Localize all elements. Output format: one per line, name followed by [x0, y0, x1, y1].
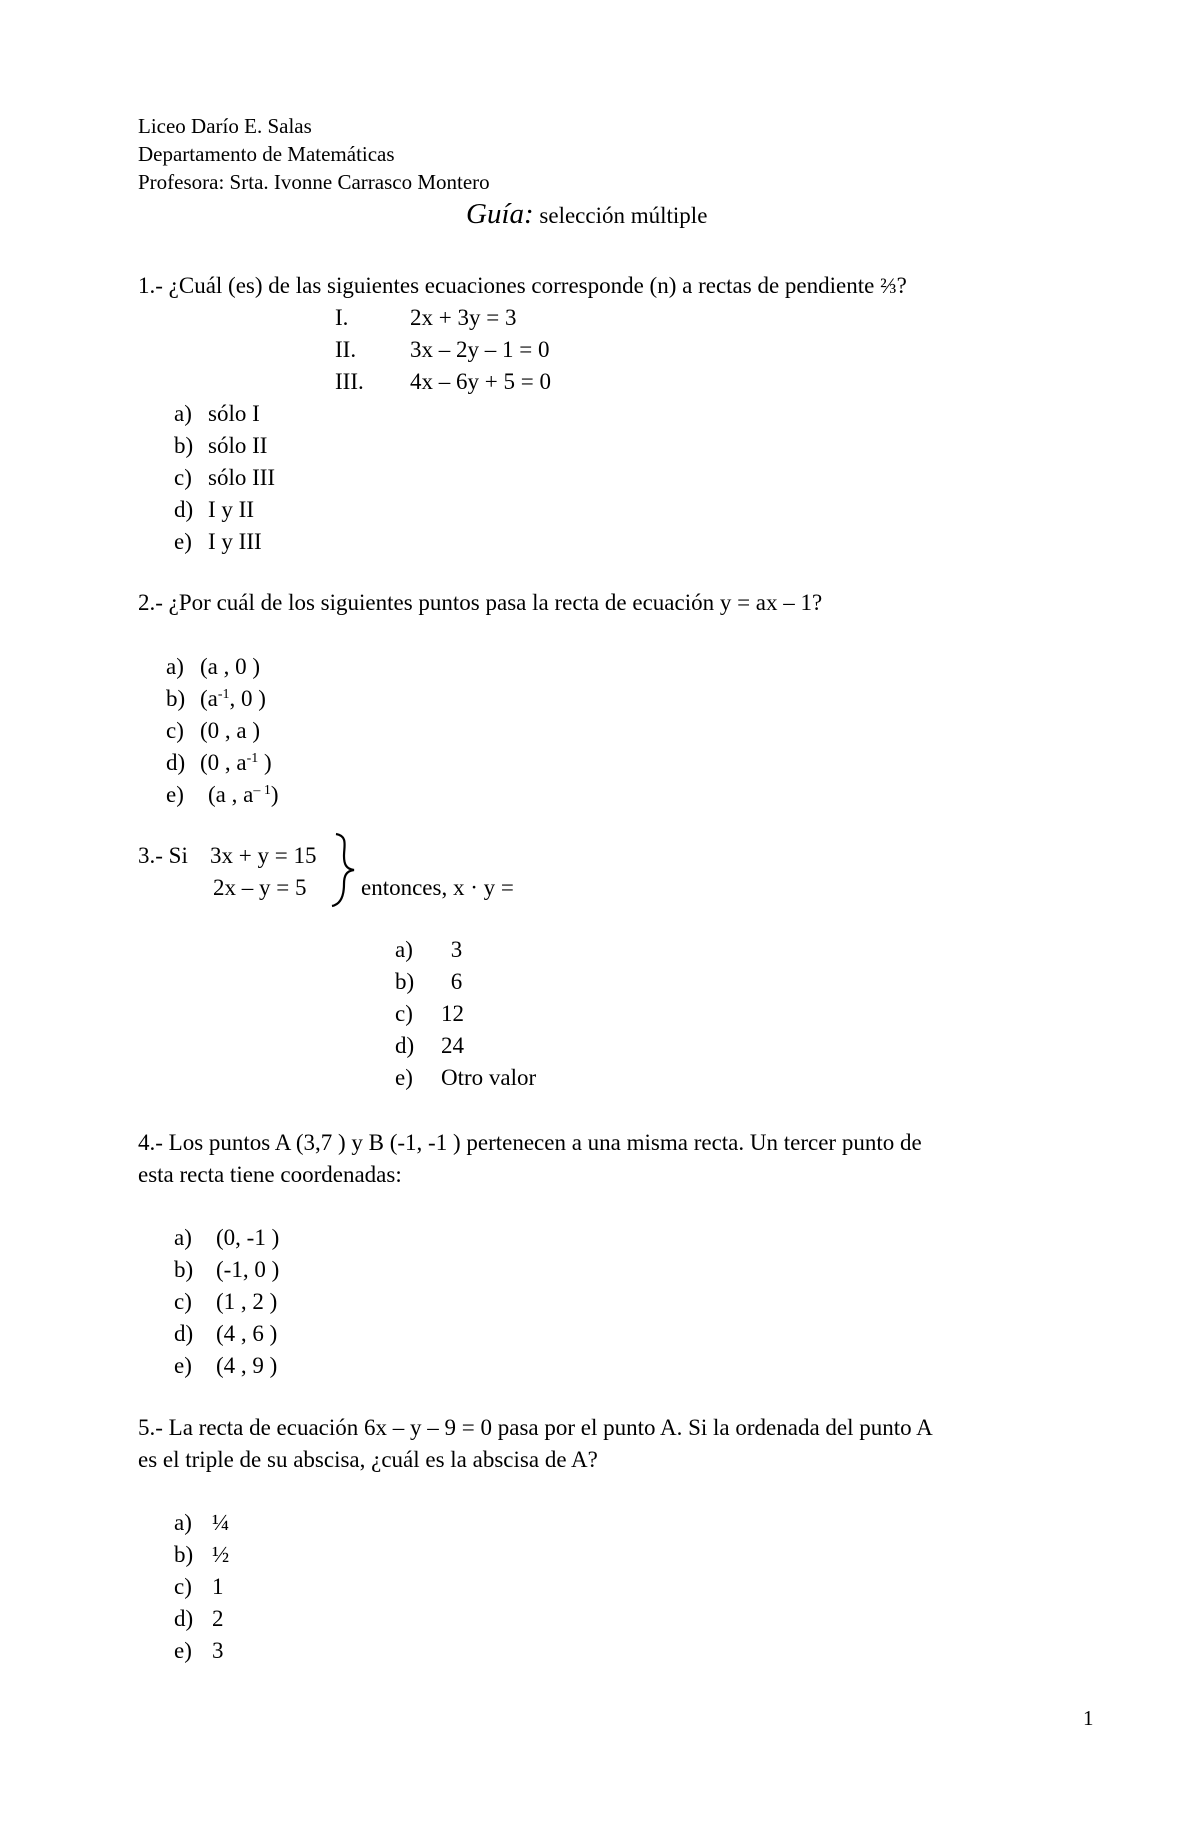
q3-equation-1: 3x + y = 15: [210, 843, 317, 868]
q3-option-b[interactable]: b) 6: [395, 969, 463, 994]
q1-option-b[interactable]: b) sólo II: [174, 433, 268, 458]
department-name: Departamento de Matemáticas: [138, 142, 395, 166]
q4-option-a[interactable]: a) (0, -1 ): [174, 1225, 280, 1250]
q2-option-d[interactable]: d) (0 , $a^{-1}$ ): [166, 750, 272, 775]
teacher-name: Profesora: Srta. Ivonne Carrasco Montero: [138, 170, 490, 194]
page-number: 1: [1083, 1706, 1094, 1730]
q1-suffix: ?: [896, 273, 907, 298]
q4-option-e[interactable]: e) (4 , 9 ): [174, 1353, 278, 1378]
q4-option-c[interactable]: c) (1 , 2 ): [174, 1289, 278, 1314]
q3-prefix: 3.- Si: [138, 843, 188, 868]
q2-option-a[interactable]: a) (a , 0 ): [166, 654, 261, 679]
question-5-line-1: 5.- La recta de ecuación 6x – y – 9 = 0 pasa por el punto A. Si la ordenada del punto A: [138, 1415, 933, 1440]
question-1-text: [138, 270, 907, 302]
q1-option-e[interactable]: e) I y III: [174, 529, 262, 554]
q2-option-e[interactable]: e) (a , $a^{- 1}$): [166, 782, 279, 807]
q3-option-a[interactable]: a) 3: [395, 937, 463, 962]
q3-conclusion: entonces, x · y =: [361, 875, 514, 900]
q5-option-b[interactable]: b) ½: [174, 1542, 230, 1567]
q1-statement: II. 3x – 2y – 1 = 0: [335, 337, 550, 362]
page-title: [466, 198, 707, 231]
question-4-line-1: 4.- Los puntos A (3,7 ) y B (-1, -1 ) pertenecen a una misma recta. Un tercer punto de: [138, 1130, 922, 1155]
curly-brace-icon: [330, 832, 360, 908]
question-2-text: 2.- ¿Por cuál de los siguientes puntos pasa la recta de ecuación y = ax – 1?: [138, 590, 823, 615]
school-name: Liceo Darío E. Salas: [138, 114, 312, 138]
q1-statement: I. 2x + 3y = 3: [335, 305, 517, 330]
q1-option-d[interactable]: d) I y II: [174, 497, 254, 522]
q5-option-a[interactable]: a) ¼: [174, 1510, 230, 1535]
q1-option-c[interactable]: c) sólo III: [174, 465, 276, 490]
q5-option-d[interactable]: d) 2: [174, 1606, 224, 1631]
title-guia: Guía:: [466, 198, 534, 230]
q2-option-c[interactable]: c) (0 , a ): [166, 718, 261, 743]
q2-option-b[interactable]: b) ($a^{-1}$, 0 ): [166, 686, 266, 711]
q4-option-b[interactable]: b) (-1, 0 ): [174, 1257, 280, 1282]
title-subtitle: selección múltiple: [539, 203, 708, 228]
q1-statement: III. 4x – 6y + 5 = 0: [335, 369, 551, 394]
q1-option-a[interactable]: a) sólo I: [174, 401, 260, 426]
question-5-line-2: es el triple de su abscisa, ¿cuál es la abscisa de A?: [138, 1447, 598, 1472]
q3-option-d[interactable]: d) 24: [395, 1033, 464, 1058]
q3-option-c[interactable]: c) 12: [395, 1001, 464, 1026]
q5-option-c[interactable]: c) 1: [174, 1574, 224, 1599]
question-4-line-2: esta recta tiene coordenadas:: [138, 1162, 402, 1187]
q1-slope: ⅔: [880, 273, 897, 298]
q1-prefix: 1.- ¿Cuál (es) de las siguientes ecuaciones corresponde (n) a rectas de pendiente: [138, 273, 881, 298]
q5-option-e[interactable]: e) 3: [174, 1638, 224, 1663]
q3-equation-2: 2x – y = 5: [213, 875, 307, 900]
q4-option-d[interactable]: d) (4 , 6 ): [174, 1321, 278, 1346]
q3-option-e[interactable]: e) Otro valor: [395, 1065, 537, 1090]
